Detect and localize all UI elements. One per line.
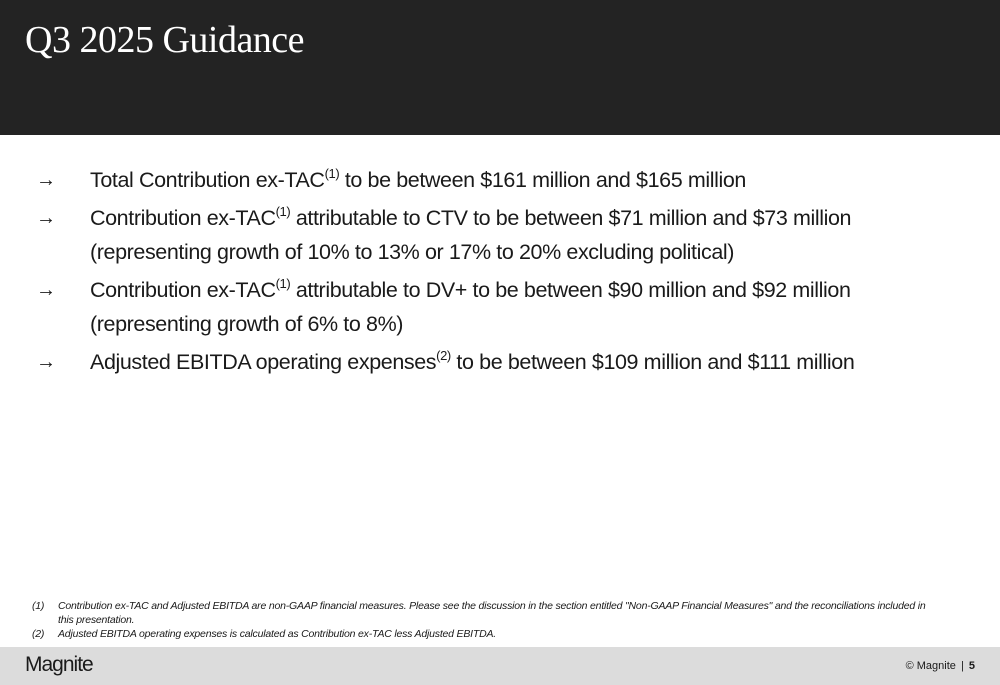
guidance-item-opex xyxy=(0,345,1000,379)
footnote-ref: (1) xyxy=(275,275,291,291)
guidance-text: Contribution ex-TAC$^{(1)}$ attributable to DV+ to be between $90 million and $92 million xyxy=(90,275,851,302)
footnote-ref: (2) xyxy=(436,347,451,363)
guidance-text-continued: (representing growth of 10% to 13% or 17% to 20% excluding political) xyxy=(90,240,735,264)
footer-bar xyxy=(0,647,1000,685)
footnote-text: Adjusted EBITDA operating expenses is calculated as Contribution ex-TAC less Adjusted EBITDA. xyxy=(58,628,496,640)
guidance-text: Total Contribution ex-TAC$^{(1)}$ to be between $161 million and $165 million xyxy=(90,165,746,192)
copyright-text: © Magnite xyxy=(905,660,956,672)
guidance-text: Adjusted EBITDA operating expenses$^{(2)}$ to be between $109 million and $111 million xyxy=(90,347,855,374)
footnote-ref: (1) xyxy=(275,203,291,219)
guidance-item-dv xyxy=(0,273,1000,341)
guidance-item-ctv xyxy=(0,201,1000,269)
copyright xyxy=(906,660,975,672)
footnote-ref: (1) xyxy=(324,165,340,181)
arrow-right-icon: → xyxy=(36,169,56,191)
header-bar xyxy=(0,0,1000,135)
guidance-list xyxy=(0,163,1000,383)
footnote-1 xyxy=(32,599,932,627)
footnotes xyxy=(32,599,932,641)
guidance-text-continued: (representing growth of 6% to 8%) xyxy=(90,312,404,336)
footnote-marker: (1) xyxy=(32,600,45,612)
arrow-right-icon: → xyxy=(36,351,56,373)
page-number: 5 xyxy=(968,660,975,672)
guidance-text: Contribution ex-TAC$^{(1)}$ attributable to CTV to be between $71 million and $73 million xyxy=(90,203,852,230)
arrow-right-icon: → xyxy=(36,279,56,301)
guidance-item-total xyxy=(0,163,1000,197)
arrow-right-icon: → xyxy=(36,207,56,229)
separator: | xyxy=(960,660,964,672)
page-title: Q3 2025 Guidance xyxy=(25,19,305,61)
footnote-text: Contribution ex-TAC and Adjusted EBITDA are non-GAAP financial measures. Please see the discussion in the section entitled "Non-GAAP Financial Measures" and the reconciliations included in this presentation. xyxy=(58,600,926,626)
footnote-2 xyxy=(32,627,932,641)
company-logo: Magnite xyxy=(25,653,93,676)
footnote-marker: (2) xyxy=(32,628,45,640)
